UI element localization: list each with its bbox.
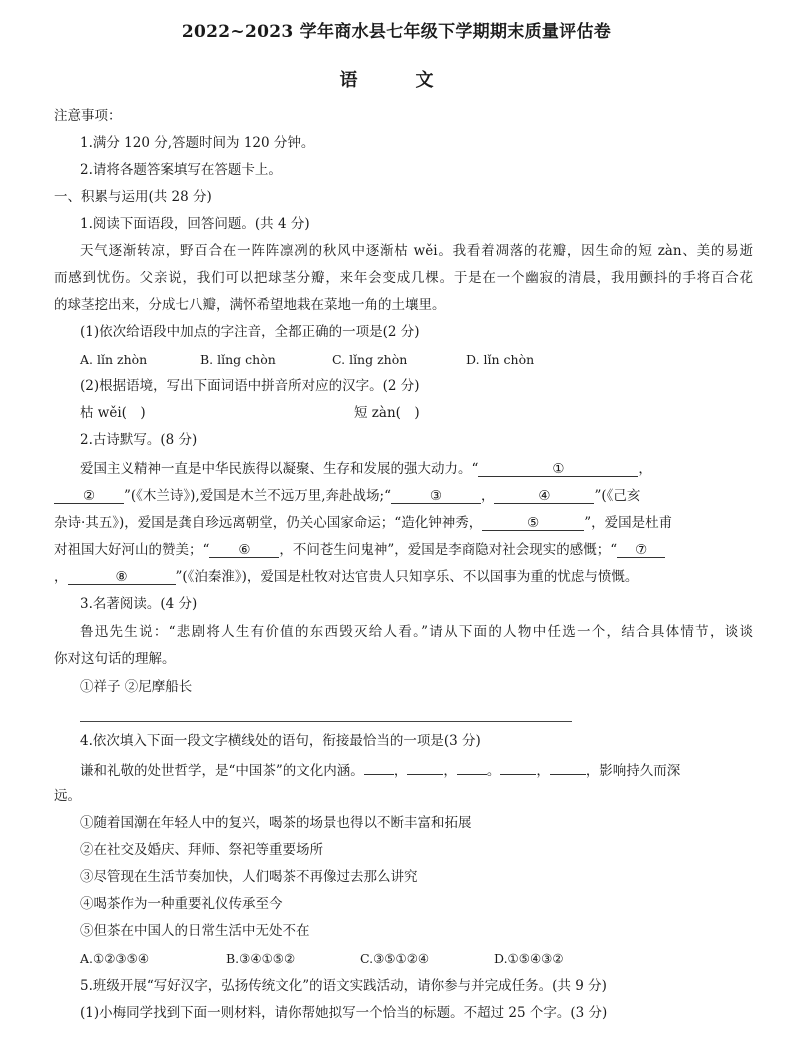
passage-line: 天气逐渐转凉，野百合在一阵阵凛冽的秋风中逐渐枯 wěi。我看着凋落的花瓣，因生命的短 zàn、美的易逝 xyxy=(80,243,753,259)
notice-heading: 注意事项： xyxy=(54,108,122,124)
question-stem: 1.阅读下面语段，回答问题。(共 4 分) xyxy=(80,216,310,232)
answer-blank[interactable]: ⑧ xyxy=(68,569,176,585)
option-row xyxy=(80,350,753,370)
character-choices: ①祥子 ②尼摩船长 xyxy=(80,679,193,695)
answer-blank[interactable]: ② xyxy=(54,488,124,504)
passage-line: 的球茎挖出来，分成七八瓣，满怀希望地栽在菜地一角的土壤里。 xyxy=(54,297,446,313)
question-stem: 4.依次填入下面一段文字横线处的语句，衔接最恰当的一项是(3 分) xyxy=(80,733,481,749)
sentence-item: ①随着国潮在年轻人中的复兴，喝茶的场景也得以不断丰富和拓展 xyxy=(80,815,472,831)
passage-line: 你对这句话的理解。 xyxy=(54,651,176,667)
passage-line: 谦和礼敬的处世哲学，是“中国茶”的文化内涵。 ， ， 。 ， ，影响持久而深 xyxy=(80,759,753,781)
question-stem: 3.名著阅读。(4 分) xyxy=(80,596,198,612)
poem-line: ② ”(《木兰诗》),爱国是木兰不远万里,奔赴战场;“ ③ ， ④ ”(《己亥 xyxy=(54,486,753,506)
passage-line: 远。 xyxy=(54,788,81,804)
subject-heading: 语 文 xyxy=(339,70,454,91)
notice-item: 2.请将各题答案填写在答题卡上。 xyxy=(80,162,282,178)
option-c: C.③⑤①②④ xyxy=(360,951,430,966)
subquestion: (1)小梅同学找到下面一则材料，请你帮她拟写一个恰当的标题。不超过 25 个字。(3 分) xyxy=(80,1005,608,1021)
question-stem: 5.班级开展“写好汉字，弘扬传统文化”的语文实践活动，请你参与并完成任务。(共 9 分) xyxy=(80,978,607,994)
answer-blank[interactable]: ⑤ xyxy=(482,515,584,531)
fill-item: 枯 wěi( ) xyxy=(80,405,146,421)
exam-title: 2022~2023 学年商水县七年级下学期期末质量评估卷 xyxy=(181,22,612,42)
option-b: B.③④①⑤② xyxy=(226,951,296,966)
passage-line: 鲁迅先生说：“悲剧将人生有价值的东西毁灭给人看。”请从下面的人物中任选一个，结合具体情节，谈谈 xyxy=(80,624,753,640)
section-heading: 一、积累与运用(共 28 分) xyxy=(54,189,212,205)
poem-line: 爱国主义精神一直是中华民族得以凝聚、生存和发展的强大动力。“ ① ， xyxy=(80,461,652,477)
answer-blank[interactable] xyxy=(364,759,394,775)
fill-item: 短 zàn( ) xyxy=(354,405,420,421)
answer-blank[interactable]: ① xyxy=(478,461,638,477)
notice-item: 1.满分 120 分,答题时间为 120 分钟。 xyxy=(80,135,315,151)
poem-line: 对祖国大好河山的赞美；“ ⑥ ，不问苍生问鬼神”，爱国是李商隐对社会现实的感慨；“ ⑦ xyxy=(54,540,753,560)
option-d: D.①⑤④③② xyxy=(494,951,564,966)
sentence-item: ②在社交及婚庆、拜师、祭祀等重要场所 xyxy=(80,842,323,858)
answer-blank[interactable]: ④ xyxy=(494,488,594,504)
passage-line: 而感到忧伤。父亲说，我们可以把球茎分瓣，来年会变成几棵。于是在一个幽寂的清晨，我用颤抖的手将百合花 xyxy=(54,270,753,286)
poem-line: 杂诗·其五》)，爱国是龚自珍远离朝堂，仍关心国家命运；“造化钟神秀， ⑤ ”，爱国是杜甫 xyxy=(54,515,673,531)
answer-blank[interactable]: ⑥ xyxy=(209,542,279,558)
fill-row xyxy=(80,403,753,423)
option-c: C. lǐng zhòn xyxy=(332,352,408,367)
option-a: A. lǐn zhòn xyxy=(80,352,148,367)
option-b: B. lǐng chòn xyxy=(200,352,276,367)
option-d: D. lǐn chòn xyxy=(466,352,535,367)
subquestion: (1)依次给语段中加点的字注音，全都正确的一项是(2 分) xyxy=(80,324,420,340)
subquestion: (2)根据语境，写出下面词语中拼音所对应的汉字。(2 分) xyxy=(80,378,420,394)
sentence-item: ⑤但茶在中国人的日常生活中无处不在 xyxy=(80,923,310,939)
question-stem: 2.古诗默写。(8 分) xyxy=(80,432,198,448)
poem-line: ， ⑧ ”(《泊秦淮》)，爱国是杜牧对达官贵人只知享乐、不以国事为重的忧虑与愤慨。 xyxy=(54,569,639,585)
answer-blank[interactable] xyxy=(457,759,487,775)
sentence-item: ③尽管现在生活节奏加快，人们喝茶不再像过去那么讲究 xyxy=(80,869,418,885)
answer-blank[interactable]: ③ xyxy=(391,488,481,504)
answer-blank[interactable] xyxy=(407,759,443,775)
answer-blank[interactable] xyxy=(550,759,586,775)
option-a: A.①②③⑤④ xyxy=(80,951,150,966)
answer-blank[interactable]: ⑦ xyxy=(617,542,665,558)
option-row xyxy=(80,949,753,969)
answer-line[interactable] xyxy=(80,721,572,722)
answer-blank[interactable] xyxy=(500,759,536,775)
sentence-item: ④喝茶作为一种重要礼仪传承至今 xyxy=(80,896,283,912)
